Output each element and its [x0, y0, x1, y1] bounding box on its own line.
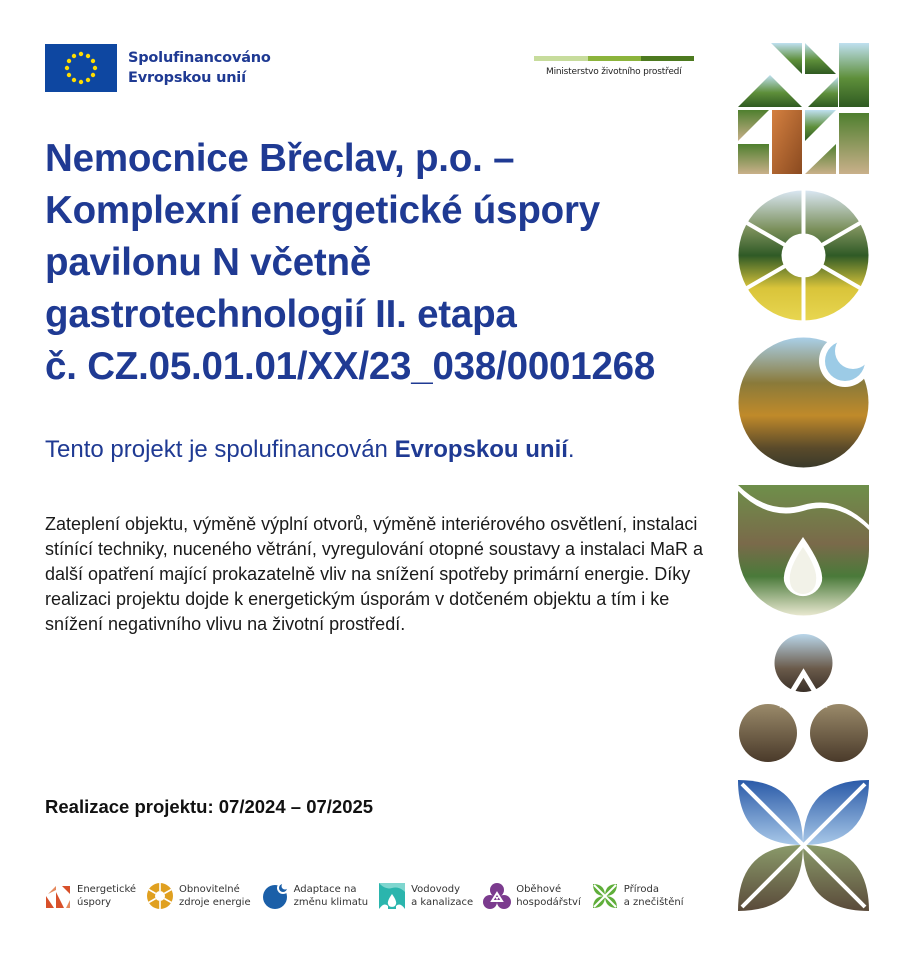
legend-label: Oběhové hospodářství: [516, 884, 581, 908]
legend-item-circular: [483, 882, 581, 910]
ministry-logo: [534, 56, 694, 77]
legend-item-climate: [261, 882, 368, 910]
water-photo-graphic: [738, 485, 869, 616]
project-title: [45, 133, 745, 393]
nature-pollution-icon: [591, 882, 619, 910]
legend-item-energy: [44, 882, 136, 910]
legend-item-nature: [591, 882, 684, 910]
circular-economy-icon: [483, 882, 511, 910]
eu-logo-line2: Evropskou unií: [128, 70, 246, 86]
statement-prefix: Tento projekt je spolufinancován: [45, 436, 395, 463]
energy-savings-icon: [44, 882, 72, 910]
eu-flag-icon: [45, 44, 117, 92]
legend-label: Energetické úspory: [77, 884, 137, 908]
title-line: gastrotechnologií II. etapa: [45, 293, 517, 336]
energy-savings-photo-graphic: [738, 43, 869, 174]
legend-label: Vodovody a kanalizace: [411, 884, 474, 908]
ministry-name: Ministerstvo životního prostředí: [546, 67, 682, 77]
ministry-color-bar: [534, 56, 694, 61]
cofinancing-statement: [45, 436, 575, 464]
renewable-energy-photo-graphic: [738, 190, 869, 321]
legend-label: Adaptace na změnu klimatu: [293, 884, 369, 908]
statement-suffix: .: [567, 436, 575, 463]
climate-adaptation-photo-graphic: [738, 337, 869, 468]
legend-label: Příroda a znečištění: [623, 884, 684, 908]
realization-period: Realizace projektu: 07/2024 – 07/2025: [45, 796, 374, 817]
program-areas-legend: [44, 882, 693, 910]
title-line: Komplexní energetické úspory: [45, 189, 600, 232]
legend-item-renewable: [146, 882, 251, 910]
climate-adaptation-icon: [261, 882, 289, 910]
eu-logo-line1: Spolufinancováno: [128, 50, 271, 66]
nature-photo-graphic: [738, 780, 869, 911]
title-line: Nemocnice Břeclav, p.o. –: [45, 137, 515, 180]
renewable-energy-icon: [146, 882, 174, 910]
project-description: Zateplení objektu, výměně výplní otvorů, výměně interiérového osvětlení, instalaci stínící techniky, nuceného větrání, vyregulování otopné soustavy a instalaci MaR a další opatření mající prokazatelně vliv na snížení spotřeby primární energie. Díky realizaci projektu dojde k energetickým úsporám v dotčeném objektu a tím i ke snížení negativního vlivu na životní prostředí.: [45, 514, 704, 634]
legend-label: Obnovitelné zdroje energie: [179, 884, 251, 908]
title-line: pavilonu N včetně: [45, 241, 372, 284]
water-sewage-icon: [378, 882, 406, 910]
title-line: č. CZ.05.01.01/XX/23_038/0001268: [45, 345, 656, 388]
legend-item-water: [378, 882, 473, 910]
circular-economy-photo-graphic: [738, 633, 869, 764]
eu-cofinancing-logo: [45, 44, 271, 92]
statement-bold: Evropskou unií: [394, 436, 568, 463]
